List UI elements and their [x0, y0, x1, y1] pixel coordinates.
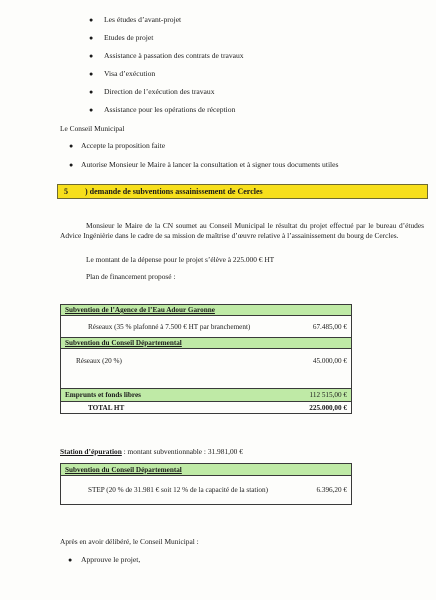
- step-value: 6.396,20 €: [283, 476, 352, 505]
- list-item: Accepte la proposition faite: [81, 141, 166, 150]
- conseil-header: Subvention du Conseil Départemental: [61, 338, 352, 349]
- list-item: Approuve le projet,: [81, 555, 141, 564]
- list-item: Les études d’avant-projet: [104, 15, 182, 24]
- table-row: [61, 402, 352, 414]
- emprunts-label: Emprunts et fonds libres: [61, 389, 274, 402]
- section-number: 5: [64, 187, 68, 196]
- bullet-icon: ●: [89, 52, 94, 60]
- bullet-icon: ●: [69, 142, 74, 150]
- table-row: [61, 349, 352, 389]
- agence-header: Subvention de l’Agence de l’Eau Adour Garonne: [61, 305, 352, 316]
- conseil-item: Réseaux (20 %): [61, 349, 274, 389]
- table-row: [61, 316, 352, 338]
- financing-table: [60, 304, 352, 414]
- step-header: Subvention du Conseil Départemental: [61, 464, 352, 476]
- section-heading: [57, 184, 428, 199]
- conseil-label: Le Conseil Municipal: [60, 124, 125, 133]
- total-value: 225.000,00 €: [273, 402, 352, 414]
- list-item: Etudes de projet: [104, 33, 154, 42]
- table-row: [61, 305, 352, 316]
- bullet-icon: ●: [69, 161, 74, 169]
- montant-text: Le montant de la dépense pour le projet s’élève à 225.000 € HT: [86, 255, 275, 264]
- list-item: Autorise Monsieur le Maire à lancer la consultation et à signer tous documents utiles: [81, 160, 339, 169]
- list-item: Visa d’exécution: [104, 69, 156, 78]
- closing-text: Après en avoir délibéré, le Conseil Municipal :: [60, 537, 199, 546]
- section-title: ) demande de subventions assainissement de Cercles: [85, 187, 263, 196]
- bullet-icon: ●: [89, 34, 94, 42]
- table-row: [61, 389, 352, 402]
- bullet-icon: ●: [89, 88, 94, 96]
- list-item: Direction de l’exécution des travaux: [104, 87, 215, 96]
- bullet-icon: ●: [89, 70, 94, 78]
- table-row: [61, 464, 352, 476]
- table-row: [61, 338, 352, 349]
- list-item: Assistance pour les opérations de réception: [104, 105, 236, 114]
- station-text: : montant subventionnable : 31.981,00 €: [121, 447, 243, 456]
- agence-value: 67.485,00 €: [273, 316, 352, 338]
- bullet-icon: ●: [89, 16, 94, 24]
- list-item: Assistance à passation des contrats de travaux: [104, 51, 244, 60]
- station-line: [60, 447, 243, 457]
- step-table: [60, 463, 352, 505]
- bullet-icon: ●: [89, 106, 94, 114]
- agence-item: Réseaux (35 % plafonné à 7.500 € HT par branchement): [61, 316, 274, 338]
- total-label: TOTAL HT: [61, 402, 274, 414]
- station-label: Station d’épuration: [60, 447, 122, 456]
- intro-paragraph: Monsieur le Maire de la CN soumet au Conseil Municipal le résultat du projet effectué par le bureau d’études Advice Ingénièrie dans le cadre de sa mission de maîtrise d’œuvre relative à l’assainissement du bourg de Cercles.: [60, 221, 424, 241]
- table-row: [61, 476, 352, 505]
- conseil-value: 45.000,00 €: [273, 349, 352, 389]
- step-item: STEP (20 % de 31.981 € soit 12 % de la capacité de la station): [61, 476, 284, 505]
- emprunts-value: 112 515,00 €: [273, 389, 352, 402]
- bullet-icon: ●: [68, 556, 73, 564]
- plan-text: Plan de financement proposé :: [86, 272, 176, 281]
